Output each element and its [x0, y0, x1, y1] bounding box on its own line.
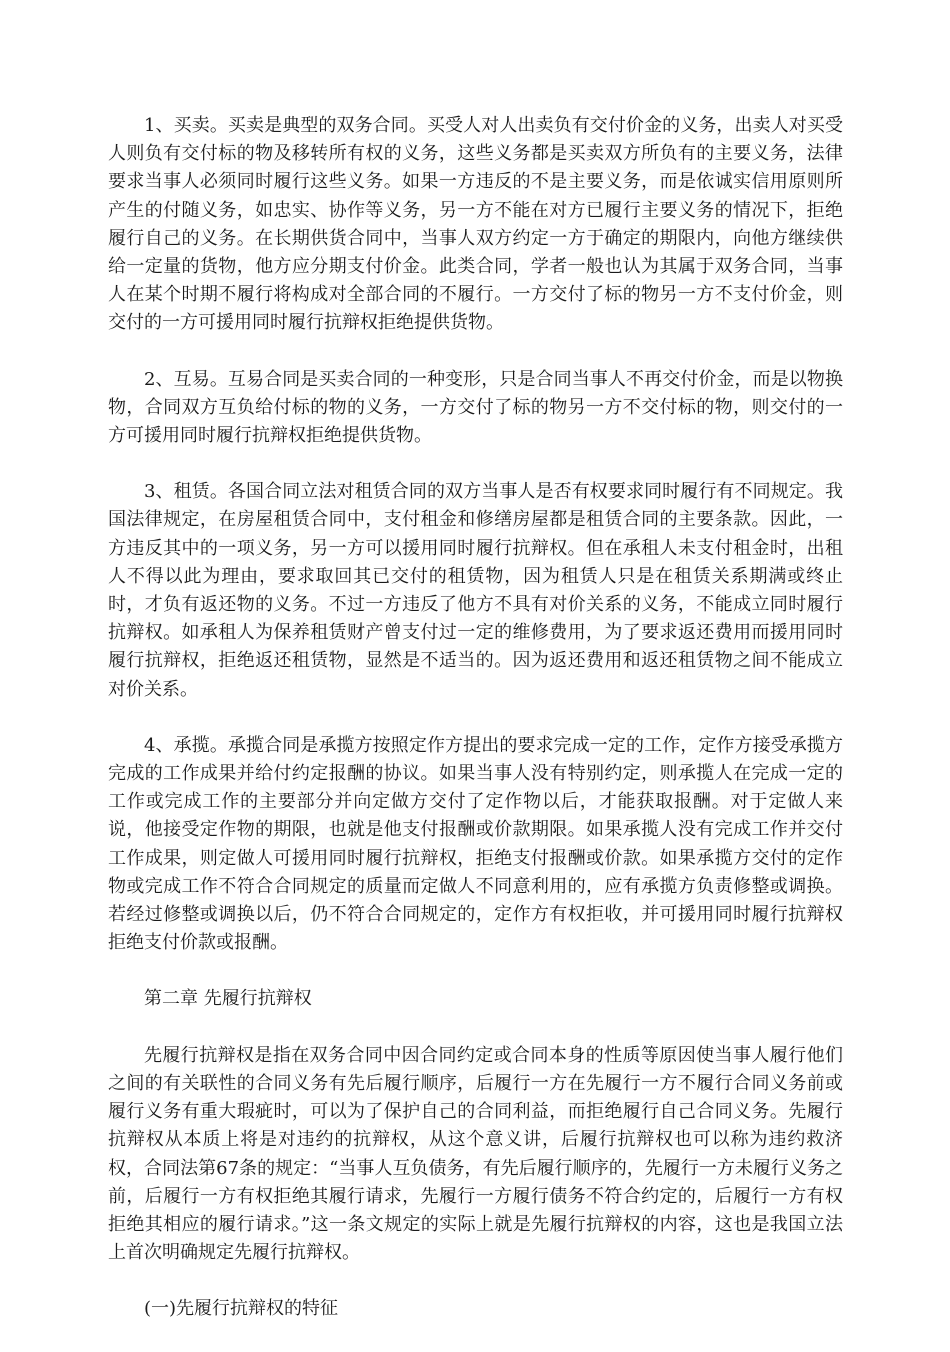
paragraph-lease: 3、租赁。各国合同立法对租赁合同的双方当事人是否有权要求同时履行有不同规定。我国法律规定，在房屋租赁合同中，支付租金和修缮房屋都是租赁合同的主要条款。因此，一方违反其中的一项义务，另一方可以援用同时履行抗辩权。但在承租人未支付租金时，出租人不得以此为理由，要求取回其已交付的租赁物，因为租赁人只是在租赁关系期满或终止时，才负有返还物的义务。不过一方违反了他方不具有对价关系的义务，不能成立同时履行抗辩权。如承租人为保养租赁财产曾支付过一定的维修费用，为了要求返还费用而援用同时履行抗辩权，拒绝返还租赁物，显然是不适当的。因为返还费用和返还租赁物之间不能成立对价关系。 — [108, 481, 843, 700]
paragraph-contracting: 4、承揽。承揽合同是承揽方按照定作方提出的要求完成一定的工作，定作方接受承揽方完成的工作成果并给付约定报酬的协议。如果当事人没有特别约定，则承揽人在完成一定的工作或完成工作的主要部分并向定做方交付了定作物以后，才能获取报酬。对于定做人来说，他接受定作物的期限，也就是他支付报酬或价款期限。如果承揽人没有完成工作并交付工作成果，则定做人可援用同时履行抗辩权，拒绝支付报酬或价款。如果承揽方交付的定作物或完成工作不符合合同规定的质量而定做人不同意利用的，应有承揽方负责修整或调换。若经过修整或调换以后，仍不符合合同规定的，定作方有权拒收，并可援用同时履行抗辩权拒绝支付价款或报酬。 — [108, 734, 843, 954]
paragraph-barter: 2、互易。互易合同是买卖合同的一种变形，只是合同当事人不再交付价金，而是以物换物，合同双方互负给付标的物的义务，一方交付了标的物另一方不交付标的物，则交付的一方可援用同时履行抗辩权拒绝提供货物。 — [108, 368, 843, 447]
section-heading: (一)先履行抗辩权的特征 — [144, 1298, 339, 1320]
paragraph-sale: 1、买卖。买卖是典型的双务合同。买受人对人出卖负有交付价金的义务，出卖人对买受人则负有交付标的物及移转所有权的义务，这些义务都是买卖双方所负有的主要义务，法律要求当事人必须同时履行这些义务。如果一方违反的不是主要义务，而是依诚实信用原则所产生的付随义务，如忠实、协作等义务，另一方不能在对方已履行主要义务的情况下，拒绝履行自己的义务。在长期供货合同中，当事人双方约定一方于确定的期限内，向他方继续供给一定量的货物，他方应分期支付价金。此类合同，学者一般也认为其属于双务合同，当事人在某个时期不履行将构成对全部合同的不履行。一方交付了标的物另一方不支付价金，则交付的一方可援用同时履行抗辩权拒绝提供货物。 — [108, 115, 843, 334]
document-page — [108, 112, 843, 1352]
paragraph-prior-performance: 先履行抗辩权是指在双务合同中因合同约定或合同本身的性质等原因使当事人履行他们之间的有关联性的合同义务有先后履行顺序，后履行一方在先履行一方不履行合同义务前或履行义务有重大瑕疵时，可以为了保护自己的合同利益，而拒绝履行自己合同义务。先履行抗辩权从本质上将是对违约的抗辩权，从这个意义讲，后履行抗辩权也可以称为违约救济权，合同法第67条的规定：“当事人互负债务，有先后履行顺序的，先履行一方未履行义务之前，后履行一方有权拒绝其履行请求，先履行一方履行债务不符合约定的，后履行一方有权拒绝其相应的履行请求。”这一条文规定的实际上就是先履行抗辩权的内容，这也是我国立法上首次明确规定先履行抗辩权。 — [108, 1044, 843, 1264]
chapter-heading: 第二章 先履行抗辩权 — [144, 988, 312, 1010]
